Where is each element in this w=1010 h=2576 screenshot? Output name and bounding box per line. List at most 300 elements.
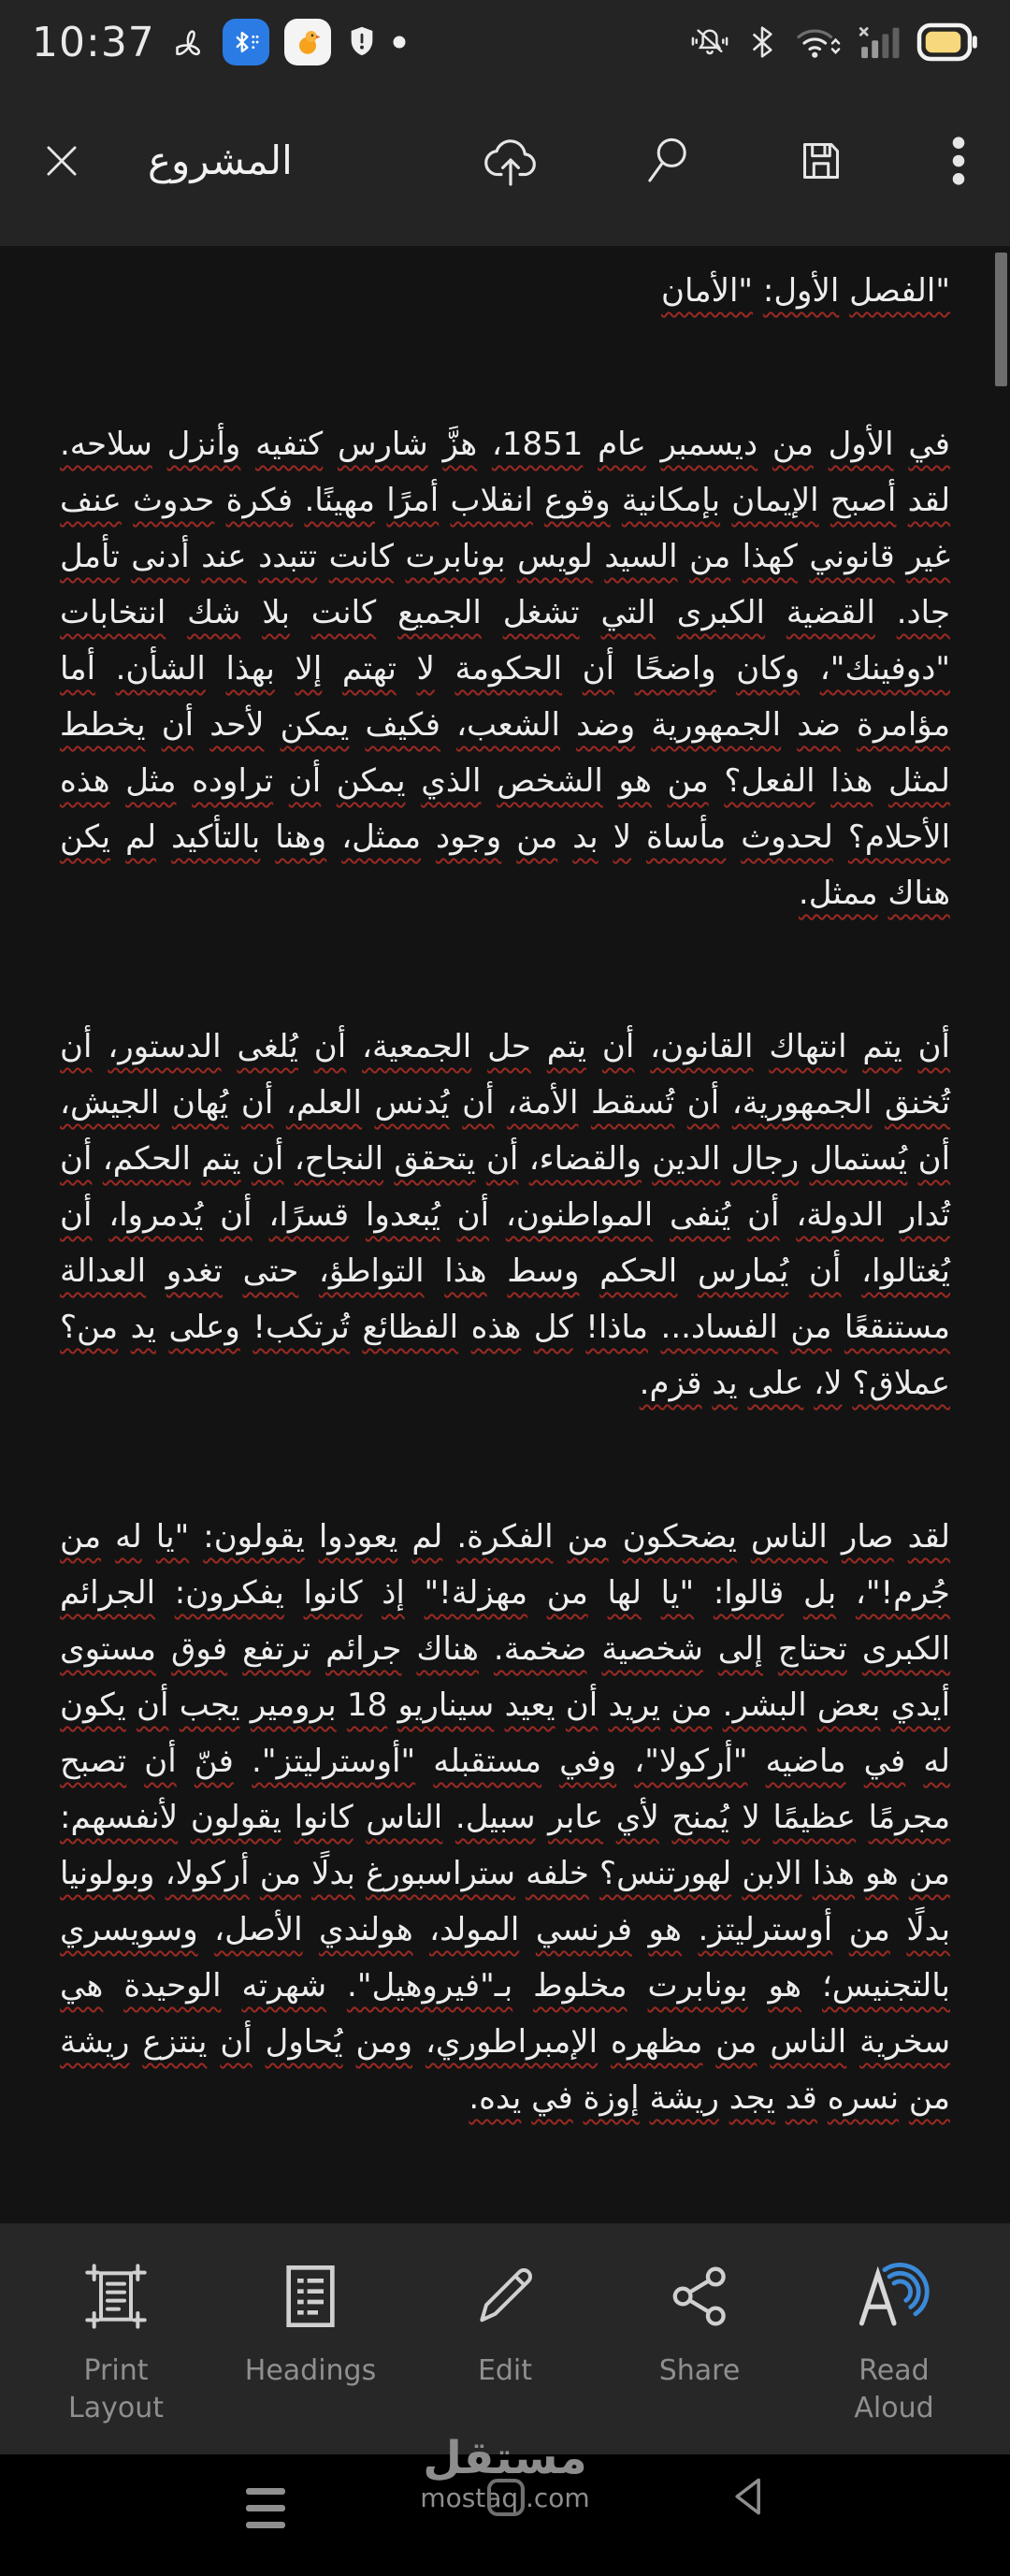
misspelled-word: يضحكون (622, 1518, 737, 1556)
misspelled-word: يجب (179, 1686, 240, 1724)
misspelled-word: الشخص (497, 762, 603, 800)
misspelled-word: يتم (546, 1028, 587, 1065)
misspelled-word: تُرتكب! (252, 1309, 350, 1346)
misspelled-word: هي (60, 1967, 104, 2004)
search-icon (642, 133, 694, 189)
misspelled-word: الناس (750, 1518, 828, 1556)
misspelled-word: له (115, 1518, 142, 1556)
misspelled-word: التي (600, 594, 656, 631)
back-triangle-icon (728, 2475, 767, 2518)
misspelled-word: 1851، (491, 426, 584, 463)
misspelled-word: هناك (416, 1630, 479, 1668)
misspelled-word: عند (201, 538, 247, 575)
misspelled-word: تحتاج (777, 1630, 847, 1668)
misspelled-word: في (908, 426, 950, 463)
misspelled-word: الشأن. (115, 650, 206, 687)
misspelled-word: يُمارس (697, 1252, 789, 1290)
misspelled-word: تُسقط (590, 1084, 675, 1122)
misspelled-word: غير (906, 538, 951, 575)
close-icon (37, 137, 86, 185)
vibrate-mode-icon (688, 23, 731, 61)
misspelled-word: الابن (742, 1855, 802, 1892)
upload-button[interactable] (481, 134, 541, 188)
misspelled-word: لويس (517, 538, 593, 575)
misspelled-word: تراوده (192, 762, 274, 800)
misspelled-word: ستراسبورغ (365, 1855, 515, 1892)
misspelled-word: "الأمان (661, 272, 754, 310)
app-toolbar (0, 84, 1010, 246)
misspelled-word: ريشة (60, 2023, 130, 2061)
misspelled-word: أن (809, 1252, 842, 1290)
misspelled-word: ديسمبر (660, 426, 758, 463)
misspelled-word: الأصل، (214, 1911, 303, 1948)
misspelled-word: أن (220, 1196, 252, 1234)
misspelled-word: سلاحه. (60, 426, 152, 463)
misspelled-word: يريد (608, 1686, 661, 1724)
misspelled-word: ماضيه (765, 1743, 846, 1780)
misspelled-word: الدين (652, 1140, 721, 1178)
misspelled-word: الإمبراطوري، (425, 2023, 599, 2061)
paragraph[interactable] (60, 416, 950, 921)
misspelled-word: أن (686, 1084, 720, 1122)
misspelled-word: الدولة، (796, 1196, 884, 1234)
misspelled-word: ضد (797, 706, 841, 744)
read-aloud-icon (849, 2255, 939, 2337)
document-view[interactable] (0, 246, 1010, 2223)
misspelled-word: عنف (60, 482, 122, 519)
misspelled-word: من (848, 1911, 890, 1948)
document-page[interactable] (60, 263, 950, 2126)
misspelled-word: وأنزل (166, 426, 241, 463)
misspelled-word: هو (865, 1855, 899, 1892)
misspelled-word: عام (598, 426, 646, 463)
misspelled-word: برومير (250, 1686, 337, 1724)
misspelled-word: بعض (816, 1686, 881, 1724)
misspelled-word: هو (768, 1967, 802, 2004)
adobe-acrobat-icon (170, 23, 208, 61)
misspelled-word: تهتم (341, 650, 397, 687)
misspelled-word: أن (144, 1743, 177, 1780)
misspelled-word: من (908, 2079, 950, 2117)
misspelled-word: من (60, 1518, 102, 1556)
battery-icon (916, 20, 978, 65)
misspelled-word: الفساد... (660, 1309, 778, 1346)
misspelled-word: على (747, 1365, 804, 1402)
misspelled-word: مظهره (611, 2023, 703, 2061)
misspelled-word: "أوسترليتز". (252, 1743, 416, 1780)
misspelled-word: تتبدد (258, 538, 318, 575)
misspelled-word: الحكم (599, 1252, 678, 1290)
misspelled-word: يد (712, 1365, 738, 1402)
misspelled-word: فكيف (365, 706, 440, 744)
misspelled-word: بونابرت (405, 538, 506, 575)
search-button[interactable] (642, 133, 694, 189)
misspelled-word: الأحلام؟ (847, 818, 951, 856)
misspelled-word: من (689, 538, 731, 575)
misspelled-word: مهينًا. (304, 482, 376, 519)
notification-dot-icon (393, 36, 406, 49)
misspelled-word: وسط (507, 1252, 580, 1290)
share-icon (665, 2255, 734, 2337)
misspelled-word: انتخابات (60, 594, 166, 631)
misspelled-word: فرنسي (535, 1911, 632, 1948)
duck-app-icon (284, 19, 331, 65)
misspelled-word: مستنقعًا (844, 1309, 950, 1346)
misspelled-word: الحكم، (102, 1140, 191, 1178)
misspelled-word: مأساة (646, 818, 727, 856)
misspelled-word: وضد (576, 706, 636, 744)
misspelled-word: أن (240, 1084, 274, 1122)
misspelled-word: شك (187, 594, 241, 631)
misspelled-word: يتم (201, 1140, 241, 1178)
misspelled-word: بالتجنيس؛ (821, 1967, 951, 2004)
misspelled-word: يمكن (280, 706, 350, 744)
misspelled-word: 18 (346, 1686, 388, 1724)
misspelled-word: الجميع (397, 594, 482, 631)
misspelled-word: "أركولا"، (634, 1743, 748, 1780)
misspelled-word: كانوا (294, 1799, 354, 1836)
misspelled-word: من (908, 1855, 950, 1892)
misspelled-word: لحدوث (741, 818, 833, 856)
misspelled-word: الإيمان (731, 482, 819, 519)
misspelled-word: تُخنق (885, 1084, 951, 1122)
misspelled-word: يتم (862, 1028, 902, 1065)
misspelled-word: من (667, 762, 709, 800)
misspelled-word: يقولون (190, 1799, 281, 1836)
read-aloud-button[interactable] (797, 2255, 991, 2427)
misspelled-word: أن (288, 762, 322, 800)
headings-icon (276, 2255, 345, 2337)
misspelled-word: كهذا (742, 538, 798, 575)
misspelled-word: بل (802, 1574, 837, 1612)
misspelled-word: إلى (717, 1630, 763, 1668)
misspelled-word: يد (130, 1309, 156, 1346)
misspelled-word: هو (648, 1911, 682, 1948)
misspelled-word: وبولونيا (60, 1855, 155, 1892)
misspelled-word: الكبرى (676, 594, 765, 631)
misspelled-word: لم (125, 818, 157, 856)
misspelled-word: من؟ (60, 1309, 119, 1346)
misspelled-word: أن (601, 1028, 635, 1065)
misspelled-word: شهرته (241, 1967, 327, 2004)
misspelled-word: إوزة (583, 2079, 640, 2117)
misspelled-word: بـ"فيروهيل". (347, 1967, 513, 2004)
print-layout-icon (79, 2255, 153, 2337)
clock: 10:37 (32, 18, 155, 66)
misspelled-word: بلا (262, 594, 290, 631)
misspelled-word: لقد (907, 1518, 950, 1556)
misspelled-word: من (546, 1574, 588, 1612)
misspelled-word: يفكرون: (174, 1574, 284, 1612)
misspelled-word: رجال (730, 1140, 800, 1178)
misspelled-word: أن (917, 1028, 950, 1065)
misspelled-word: العلم، (285, 1084, 362, 1122)
misspelled-word: تأمل (60, 538, 120, 575)
misspelled-word: "يا (155, 1518, 190, 1556)
misspelled-word: أن (313, 1028, 347, 1065)
misspelled-word: الأول: (762, 272, 840, 310)
misspelled-word: لأحد (209, 706, 265, 744)
chapter-heading[interactable] (60, 263, 950, 319)
misspelled-word: هولندي (319, 1911, 413, 1948)
edit-pencil-icon (468, 2255, 542, 2337)
misspelled-word: كتفيه (255, 426, 324, 463)
document-title: المشروع (148, 137, 293, 183)
misspelled-word: بإمكانية (621, 482, 721, 519)
misspelled-word: وعلى (168, 1309, 240, 1346)
misspelled-word: جاد. (896, 594, 951, 631)
misspelled-word: يكن (60, 818, 111, 856)
misspelled-word: الذي (421, 762, 482, 800)
misspelled-word: من (772, 426, 814, 463)
back-button[interactable] (728, 2475, 767, 2518)
misspelled-word: يقولون: (203, 1518, 305, 1556)
misspelled-word: الفعل؟ (724, 762, 815, 800)
misspelled-word: والقضاء، (528, 1140, 642, 1178)
misspelled-word: جرائم (325, 1630, 402, 1668)
misspelled-word: "دوفينك"، (819, 650, 950, 687)
misspelled-word: أما (60, 650, 96, 687)
bluetooth-share-app-icon (223, 19, 269, 65)
misspelled-word: يخطط (60, 706, 146, 744)
misspelled-word: الناس (366, 1799, 443, 1836)
misspelled-word: يمكن (336, 762, 406, 800)
misspelled-word: هناك (887, 875, 950, 912)
save-icon (795, 135, 847, 187)
misspelled-word: أركولا، (165, 1855, 250, 1892)
misspelled-word: نسره (827, 2079, 900, 2117)
misspelled-word: من (671, 1686, 713, 1724)
misspelled-word: لهورتنس؟ (599, 1855, 732, 1892)
misspelled-word: صار (841, 1518, 894, 1556)
misspelled-word: الجيش، (60, 1084, 160, 1122)
cloud-upload-icon (481, 134, 541, 188)
misspelled-word: أن (137, 1686, 169, 1724)
misspelled-word: سبيل. (454, 1799, 536, 1836)
misspelled-word: العدالة (60, 1252, 147, 1290)
misspelled-word: يتحقق (394, 1140, 476, 1178)
misspelled-word: "يا (660, 1574, 695, 1612)
misspelled-word: مؤامرة (857, 706, 951, 744)
security-shield-icon (346, 24, 378, 60)
misspelled-word: أن (161, 706, 195, 744)
misspelled-word: يُستمال (809, 1140, 908, 1178)
misspelled-word: أن (60, 1028, 93, 1065)
misspelled-word: ترتفع (242, 1630, 311, 1668)
misspelled-word: إذ (382, 1574, 405, 1612)
misspelled-word: القانون، (650, 1028, 754, 1065)
scrollbar[interactable] (995, 253, 1007, 386)
misspelled-word: التواطؤ، (318, 1252, 425, 1290)
misspelled-word: حل (487, 1028, 531, 1065)
misspelled-word: واضحًا (634, 650, 716, 687)
misspelled-word: انقلاب (450, 482, 533, 519)
misspelled-word: سخرية (859, 2023, 951, 2061)
misspelled-word: هزَّ (442, 426, 478, 463)
misspelled-word: مهزلة!" (424, 1574, 528, 1612)
misspelled-word: ومن (355, 2023, 413, 2061)
misspelled-word: يُغتالوا، (861, 1252, 950, 1290)
misspelled-word: بالتأكيد (171, 818, 261, 856)
misspelled-word: يعودوا (318, 1518, 398, 1556)
misspelled-word: من (715, 2023, 758, 2061)
misspelled-word: من (567, 1518, 609, 1556)
share-label: Share (658, 2354, 741, 2387)
misspelled-word: مثل (125, 762, 177, 800)
misspelled-word: أن (60, 1140, 93, 1178)
misspelled-word: ماذا! (585, 1309, 649, 1346)
misspelled-word: بهذا (225, 650, 275, 687)
misspelled-word: لقد (907, 482, 951, 519)
misspelled-word: الوحيدة (123, 1967, 222, 2004)
misspelled-word: تغدو (166, 1252, 223, 1290)
misspelled-word: السيد (604, 538, 678, 575)
bluetooth-icon (746, 22, 778, 62)
misspelled-word: يُنفى (670, 1196, 731, 1234)
misspelled-word: أن (582, 650, 615, 687)
misspelled-word: لم (411, 1518, 443, 1556)
misspelled-word: المولد، (429, 1911, 520, 1948)
misspelled-word: في (531, 2079, 573, 2117)
misspelled-word: قالوا: (713, 1574, 785, 1612)
misspelled-word: أمرًا (386, 482, 440, 519)
paragraph[interactable] (60, 1019, 950, 1411)
misspelled-word: انتهاك (769, 1028, 847, 1065)
misspelled-word: تشغل (502, 594, 580, 631)
headings-button[interactable] (213, 2255, 408, 2390)
misspelled-word: أن (485, 1140, 519, 1178)
misspelled-word: فوق (170, 1630, 228, 1668)
misspelled-word: أصبح (830, 482, 897, 519)
misspelled-word: وجود (436, 818, 502, 856)
misspelled-word: يجد (729, 2079, 775, 2117)
paragraph[interactable] (60, 1509, 950, 2126)
misspelled-word: لها (607, 1574, 642, 1612)
misspelled-word: وكان (736, 650, 801, 687)
wifi-updown-icon (793, 22, 842, 62)
misspelled-word: الفظائع (362, 1309, 459, 1346)
misspelled-word: عملاق؟ (852, 1365, 950, 1402)
watermark-arabic: مستقل (423, 2432, 587, 2484)
misspelled-word: أن (917, 1140, 951, 1178)
misspelled-word: الأول (828, 426, 894, 463)
misspelled-word: شارس (337, 426, 428, 463)
misspelled-word: بد (572, 818, 599, 856)
misspelled-word: وسويسري (60, 1911, 198, 1948)
misspelled-word: لا، (814, 1365, 843, 1402)
misspelled-word: الشعب، (456, 706, 560, 744)
misspelled-word: خلفه (526, 1855, 589, 1892)
misspelled-word: الفكرة. (456, 1518, 554, 1556)
watermark-domain: mostaql.com (420, 2482, 590, 2513)
misspelled-word: يُمنح (671, 1799, 729, 1836)
misspelled-word: الجمهورية، (731, 1084, 873, 1122)
print-layout-button[interactable] (19, 2255, 213, 2427)
misspelled-word: الأمة، (507, 1084, 579, 1122)
save-button[interactable] (795, 135, 847, 187)
misspelled-word: قسرًا، (268, 1196, 350, 1234)
misspelled-word: يُدمروا، (108, 1196, 204, 1234)
misspelled-word: مستقبله (433, 1743, 542, 1780)
misspelled-word: إلا (295, 650, 323, 687)
misspelled-word: مستوى (60, 1630, 156, 1668)
misspelled-word: مجرمًا (868, 1799, 951, 1836)
misspelled-word: من (259, 1855, 301, 1892)
misspelled-word: هذه (470, 1309, 522, 1346)
misspelled-word: أن (456, 1196, 490, 1234)
edit-button[interactable] (408, 2255, 602, 2390)
misspelled-word: لأنفسهم: (60, 1799, 179, 1836)
misspelled-word: الجمعية، (361, 1028, 472, 1065)
misspelled-word: عظيمًا (772, 1799, 856, 1836)
misspelled-word: كانت (328, 538, 394, 575)
misspelled-word: أن (565, 1686, 599, 1724)
print-layout-label: Print Layout (68, 2354, 164, 2424)
misspelled-word: البشر. (722, 1686, 807, 1724)
misspelled-word: يده. (469, 2079, 522, 2117)
misspelled-word: وهنا (275, 818, 327, 856)
misspelled-word: جُرم!"، (855, 1574, 950, 1612)
misspelled-word: لا (416, 650, 435, 687)
misspelled-word: أن (251, 1140, 284, 1178)
home-button[interactable] (487, 2479, 525, 2516)
misspelled-word: سيناريو (397, 1686, 495, 1724)
overflow-menu-icon (948, 134, 969, 188)
misspelled-word: يكون (60, 1686, 126, 1724)
close-button[interactable] (37, 137, 86, 185)
read-aloud-label: Read Aloud (854, 2354, 934, 2424)
misspelled-word: كل (533, 1309, 573, 1346)
misspelled-word: وقوع (544, 482, 611, 519)
misspelled-word: "الفصل (849, 272, 950, 310)
misspelled-word: أوسترليتز. (698, 1911, 833, 1948)
misspelled-word: له (923, 1743, 950, 1780)
misspelled-word: حتى (242, 1252, 299, 1290)
misspelled-word: قد (785, 2079, 817, 2117)
share-button-bottom[interactable] (602, 2255, 797, 2390)
misspelled-word: أن (747, 1196, 780, 1234)
misspelled-word: أيدي (890, 1686, 951, 1724)
misspelled-word: ينتزع (142, 2023, 208, 2061)
misspelled-word: هذه (60, 762, 110, 800)
view-command-bar (0, 2223, 1010, 2454)
misspelled-word: يُبعدوا (365, 1196, 440, 1234)
misspelled-word: لا (613, 818, 631, 856)
misspelled-word: المواطنون، (505, 1196, 654, 1234)
recents-button[interactable] (246, 2488, 285, 2528)
misspelled-word: وفي (559, 1743, 617, 1780)
misspelled-word: الناس (770, 2023, 847, 2061)
no-sim-signal-icon (857, 22, 902, 62)
headings-label: Headings (244, 2354, 377, 2387)
misspelled-word: هذا (444, 1252, 487, 1290)
misspelled-word: يعيد (504, 1686, 556, 1724)
misspelled-word: تُدار (900, 1196, 950, 1234)
misspelled-word: في (863, 1743, 906, 1780)
misspelled-word: شخصية (601, 1630, 703, 1668)
more-options-button[interactable] (948, 134, 969, 188)
misspelled-word: هذا (812, 1855, 855, 1892)
misspelled-word: الجمهورية (651, 706, 782, 744)
edit-label: Edit (477, 2354, 533, 2387)
misspelled-word: يُلغى (237, 1028, 298, 1065)
misspelled-word: ممثل، (341, 818, 422, 856)
misspelled-word: حدوث (133, 482, 215, 519)
misspelled-word: مخلوط (533, 1967, 628, 2004)
misspelled-word: بدلًا (311, 1855, 355, 1892)
misspelled-word: ريشة (649, 2079, 719, 2117)
misspelled-word: قانوني (809, 538, 895, 575)
